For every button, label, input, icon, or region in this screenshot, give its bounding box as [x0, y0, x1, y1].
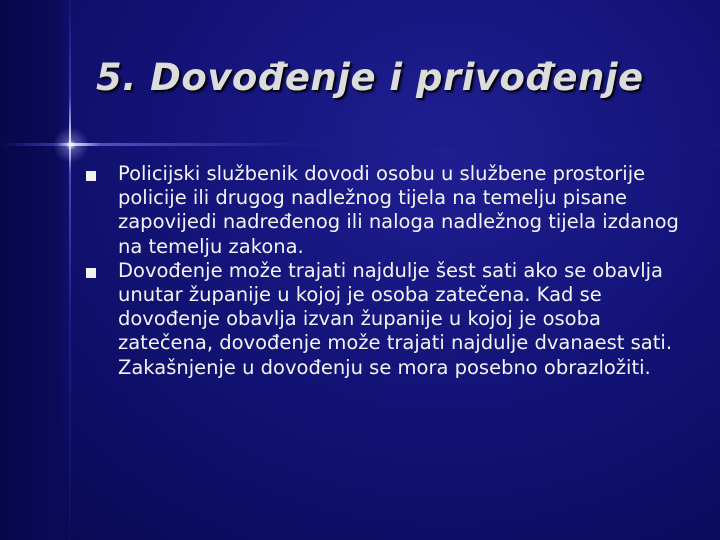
bullet-item: [86, 162, 696, 259]
bullet-text: Dovođenje može trajati najdulje šest sati ako se obavlja unutar županije u kojoj je osoba zatečena. Kad se dovođenje obavlja izvan županije u kojoj je osoba zatečena, dovođenje može trajati najdulje dvanaest sati. Zakašnjenje u dovođenju se mora posebno obrazložiti.: [118, 258, 673, 379]
bullet-item: [86, 259, 696, 380]
left-decorative-band: [0, 0, 68, 540]
bullet-list: [86, 162, 696, 380]
square-bullet-icon: [86, 162, 118, 181]
vertical-accent-line: [69, 0, 71, 540]
slide-title: 5. Dovođenje i privođenje: [96, 56, 644, 99]
sparkle-icon: [50, 124, 92, 166]
bullet-text: Policijski službenik dovodi osobu u službene prostorije policije ili drugog nadležnog tijela na temelju pisane zapovijedi nadređenog ili naloga nadležnog tijela izdanog na temelju zakona.: [118, 162, 679, 258]
horizontal-accent-line: [0, 143, 720, 146]
square-bullet-icon: [86, 259, 118, 278]
